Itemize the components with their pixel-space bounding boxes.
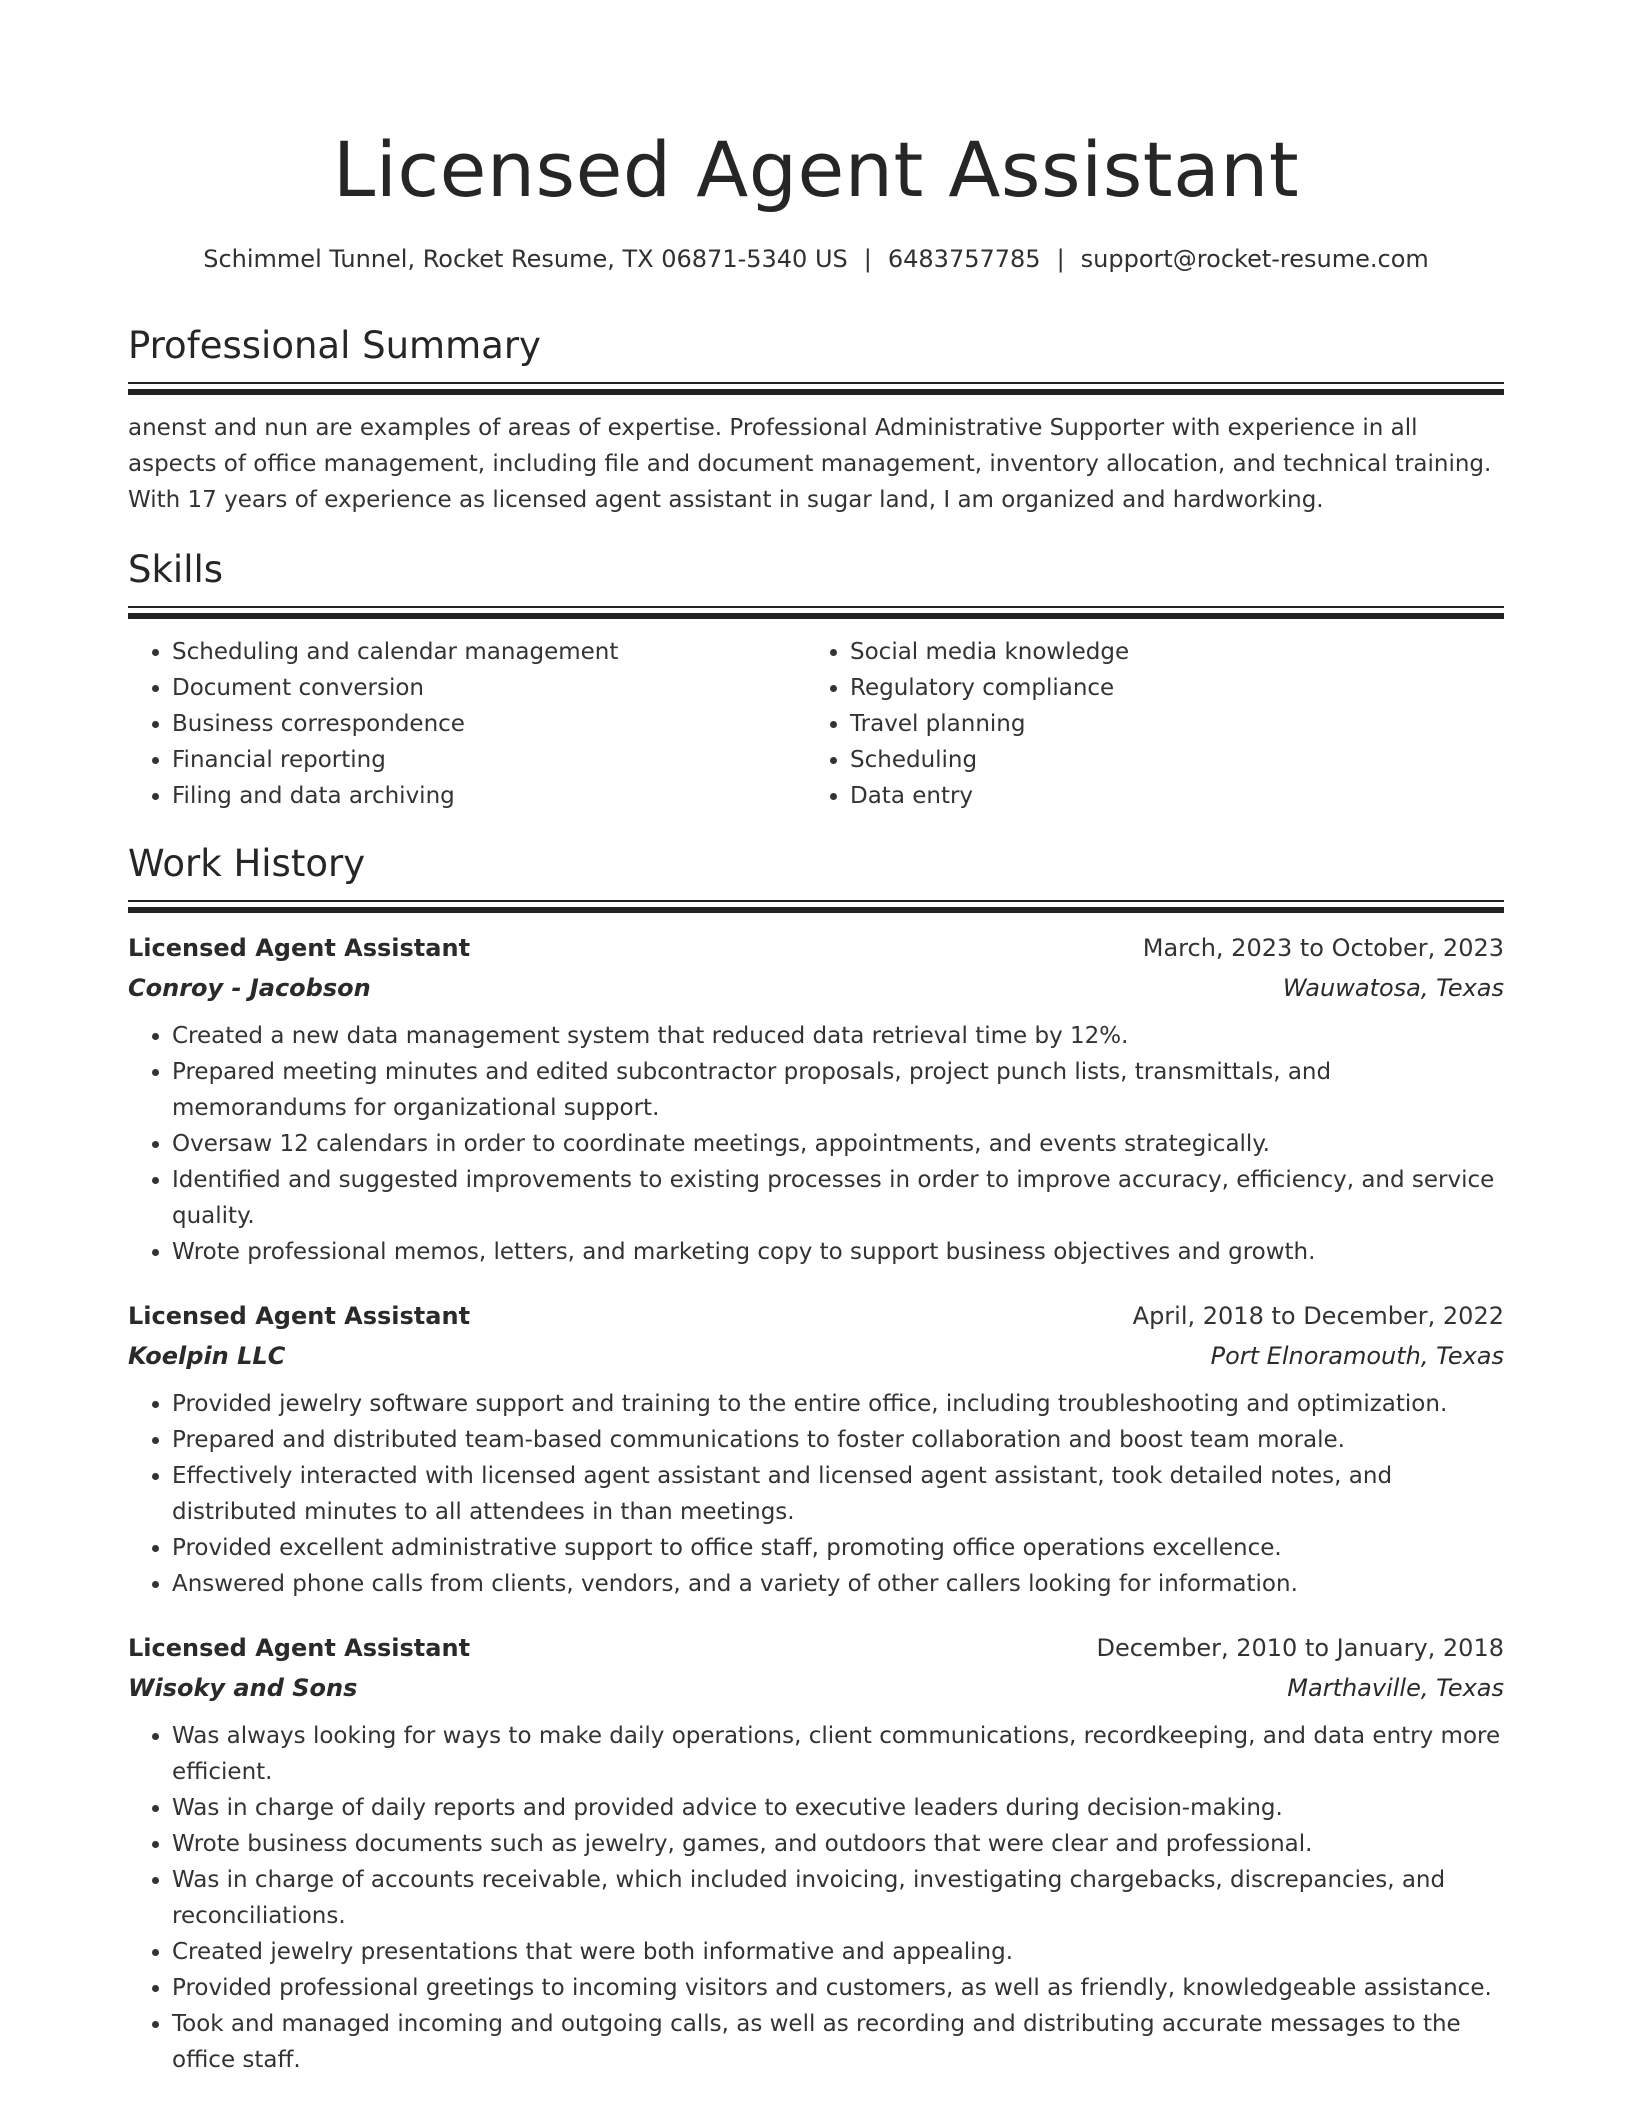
job-bullet: • Effectively interacted with licensed agent assistant and licensed agent assistant, took detailed notes, and distributed minutes to all attendees in than meetings. — [172, 1458, 1504, 1530]
job-bullet: • Was always looking for ways to make daily operations, client communications, recordkeeping, and data entry more efficient. — [172, 1718, 1504, 1790]
job-entry — [128, 1296, 1504, 1602]
job-dates: April, 2018 to December, 2022 — [1132, 1302, 1504, 1330]
skill-item: • Business correspondence — [172, 706, 806, 742]
job-header-row — [128, 928, 1504, 968]
job-bullet: • Created a new data management system that reduced data retrieval time by 12%. — [172, 1018, 1504, 1054]
work-history-section — [128, 838, 1504, 2078]
job-bullets — [128, 1018, 1504, 1270]
job-title: Licensed Agent Assistant — [128, 1634, 471, 1662]
skill-item: • Social media knowledge — [850, 634, 1484, 670]
job-bullet: • Answered phone calls from clients, vendors, and a variety of other callers looking for information. — [172, 1566, 1504, 1602]
resume-name: Licensed Agent Assistant — [332, 125, 1300, 214]
job-company-row — [128, 968, 1504, 1008]
job-company-row — [128, 1336, 1504, 1376]
job-location: Port Elnoramouth, Texas — [1210, 1342, 1504, 1370]
job-bullet: • Prepared and distributed team-based communications to foster collaboration and boost team morale. — [172, 1422, 1504, 1458]
job-bullet: • Identified and suggested improvements to existing processes in order to improve accuracy, efficiency, and service quality. — [172, 1162, 1504, 1234]
job-entry — [128, 1628, 1504, 2078]
skill-item: • Filing and data archiving — [172, 778, 806, 814]
section-divider — [128, 900, 1504, 914]
job-bullet: • Provided excellent administrative support to office staff, promoting office operations excellence. — [172, 1530, 1504, 1566]
skill-item: • Regulatory compliance — [850, 670, 1484, 706]
professional-summary-section — [128, 320, 1504, 518]
job-bullet: • Wrote professional memos, letters, and marketing copy to support business objectives and growth. — [172, 1234, 1504, 1270]
resume-page — [128, 0, 1504, 2078]
job-bullet: • Took and managed incoming and outgoing calls, as well as recording and distributing accurate messages to the office staff. — [172, 2006, 1504, 2078]
skill-item: • Data entry — [850, 778, 1484, 814]
skills-column-right — [806, 634, 1484, 814]
contact-separator: | — [1056, 245, 1065, 273]
job-bullet: • Was in charge of daily reports and provided advice to executive leaders during decision-making. — [172, 1790, 1504, 1826]
job-bullet: • Oversaw 12 calendars in order to coordinate meetings, appointments, and events strategically. — [172, 1126, 1504, 1162]
job-entry — [128, 928, 1504, 1270]
contact-email: support@rocket-resume.com — [1080, 245, 1429, 273]
job-company-row — [128, 1668, 1504, 1708]
skills-section — [128, 544, 1504, 814]
job-title: Licensed Agent Assistant — [128, 934, 471, 962]
section-divider — [128, 606, 1504, 620]
job-bullet: • Wrote business documents such as jewelry, games, and outdoors that were clear and professional. — [172, 1826, 1504, 1862]
job-bullet: • Created jewelry presentations that were both informative and appealing. — [172, 1934, 1504, 1970]
job-company: Conroy - Jacobson — [128, 974, 371, 1002]
job-header-row — [128, 1296, 1504, 1336]
job-bullets — [128, 1718, 1504, 2078]
skill-item: • Document conversion — [172, 670, 806, 706]
section-title-skills: Skills — [128, 548, 224, 591]
job-company: Wisoky and Sons — [128, 1674, 358, 1702]
job-bullet: • Prepared meeting minutes and edited subcontractor proposals, project punch lists, transmittals, and memorandums for organizational support. — [172, 1054, 1504, 1126]
job-bullet: • Was in charge of accounts receivable, which included invoicing, investigating chargebacks, discrepancies, and reconciliations. — [172, 1862, 1504, 1934]
skill-item: • Financial reporting — [172, 742, 806, 778]
job-header-row — [128, 1628, 1504, 1668]
skills-column-left — [128, 634, 806, 814]
section-divider — [128, 382, 1504, 396]
section-title-work-history: Work History — [128, 842, 366, 885]
job-location: Marthaville, Texas — [1287, 1674, 1504, 1702]
skills-grid — [128, 634, 1504, 814]
job-bullets — [128, 1386, 1504, 1602]
job-dates: March, 2023 to October, 2023 — [1142, 934, 1504, 962]
contact-address: Schimmel Tunnel, Rocket Resume, TX 06871-5340 US — [203, 245, 848, 273]
summary-text: anenst and nun are examples of areas of expertise. Professional Administrative Supporter with experience in all aspects of office management, including file and document management, inventory allocation, and technical training. With 17 years of experience as licensed agent assistant in sugar land, I am organized and hardworking. — [128, 415, 1492, 513]
job-company: Koelpin LLC — [128, 1342, 286, 1370]
job-location: Wauwatosa, Texas — [1282, 974, 1504, 1002]
skill-item: • Scheduling — [850, 742, 1484, 778]
job-title: Licensed Agent Assistant — [128, 1302, 471, 1330]
section-title-summary: Professional Summary — [128, 324, 541, 367]
contact-line — [128, 242, 1504, 276]
job-bullet: • Provided jewelry software support and training to the entire office, including troubleshooting and optimization. — [172, 1386, 1504, 1422]
skill-item: • Scheduling and calendar management — [172, 634, 806, 670]
contact-phone: 6483757785 — [887, 245, 1041, 273]
skill-item: • Travel planning — [850, 706, 1484, 742]
job-bullet: • Provided professional greetings to incoming visitors and customers, as well as friendly, knowledgeable assistance. — [172, 1970, 1504, 2006]
contact-separator: | — [863, 245, 872, 273]
job-dates: December, 2010 to January, 2018 — [1096, 1634, 1504, 1662]
